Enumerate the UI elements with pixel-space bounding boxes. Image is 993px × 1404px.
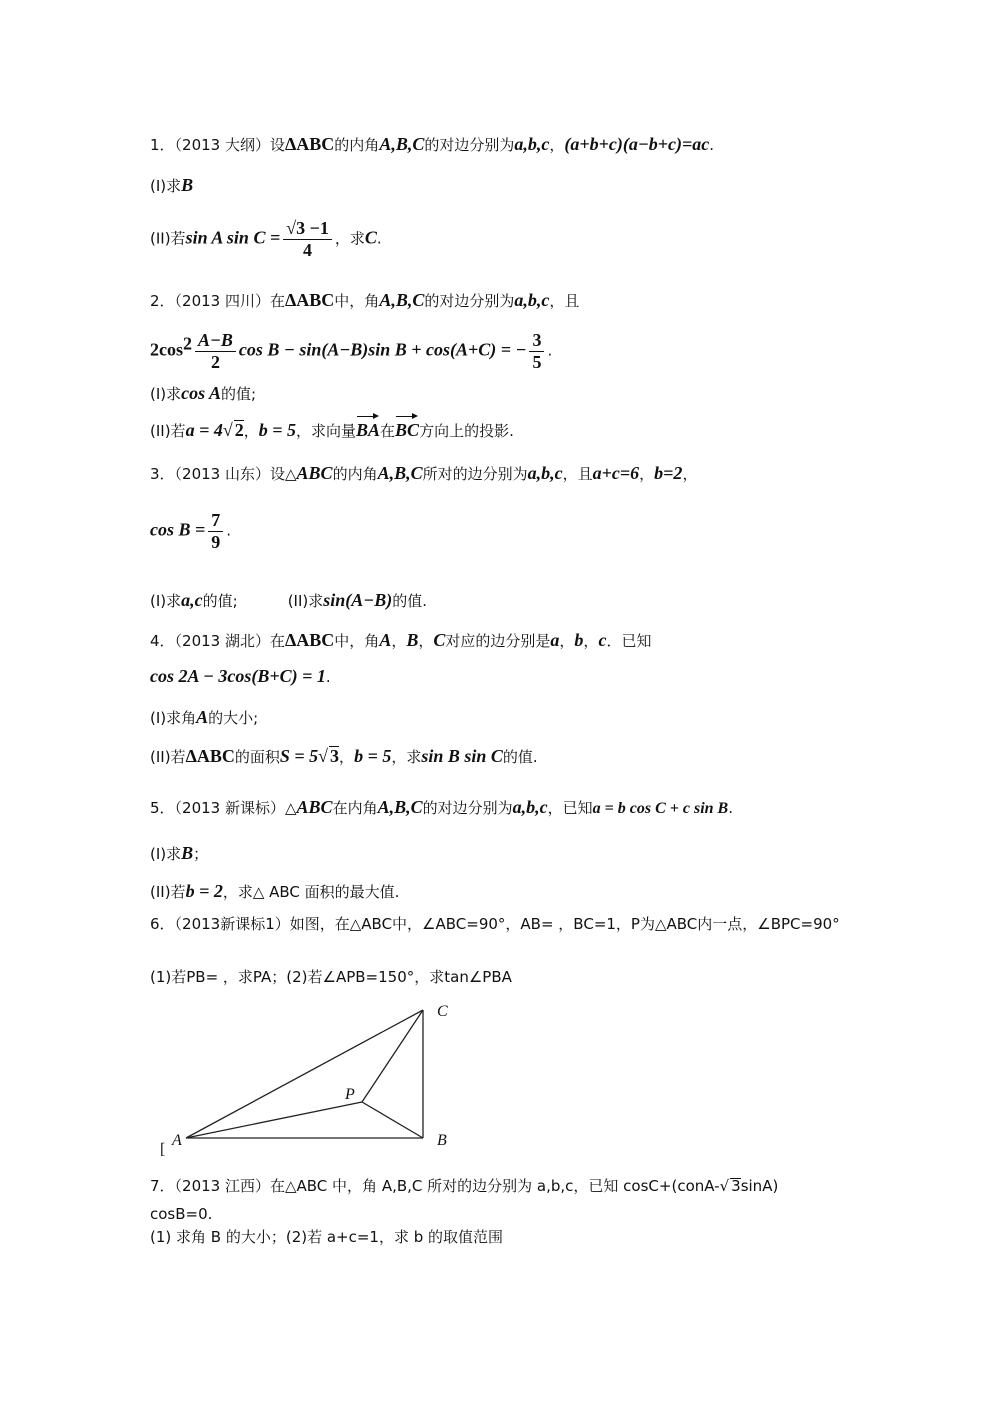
problem-3-questions: (Ⅰ)求a,c的值; (II)求sin(A−B)的值.: [150, 590, 427, 610]
problem-5-question-2: (II)若b = 2，求△ ABC 面积的最大值.: [150, 881, 400, 901]
problem-6-questions: (1)若PB= ，求PA；(2)若∠APB=150°，求tan∠PBA: [150, 968, 512, 986]
problem-4-statement: 4．（2013 湖北）在ΔABC中，角A，B，C对应的边分别是a，b，c．已知: [150, 630, 652, 650]
problem-3-cos-value: cos B = $\frac{7}{9}$ .: [150, 510, 232, 552]
problem-2-statement: 2．（2013 四川）在ΔABC中，角A,B,C的对边分别为a,b,c，且: [150, 290, 580, 310]
problem-6-statement: 6．（2013新课标1）如图，在△ABC中，∠ABC=90°，AB= ，BC=1，P为△ABC内一点，∠BPC=90°: [150, 915, 840, 933]
fraction: $\frac{3}{5}$: [529, 330, 544, 372]
problem-4-question-1: (I)求角A的大小;: [150, 707, 259, 727]
fraction: $\frac{7}{9}$: [208, 510, 223, 552]
problem-1-question-2: (II)若sin A sin C = $\frac{√3 -1}{4}$ ，求C.: [150, 218, 382, 260]
label-b: B: [437, 1132, 447, 1149]
bracket-mark: [: [160, 1141, 166, 1158]
math-triangle: ΔABC: [285, 134, 335, 154]
problem-4-equation: cos 2A − 3cos(B+C) = 1.: [150, 666, 331, 686]
fraction: $\frac{A-B}{2}$: [195, 330, 236, 372]
problem-4-question-2: (II)若ΔABC的面积S = 5√ 3，b = 5，求sin B sin C的值.: [150, 746, 538, 766]
fraction: $\frac{√3 -1}{4}$: [283, 218, 332, 260]
label-a: A: [172, 1132, 182, 1149]
label-p: P: [345, 1086, 355, 1103]
problem-1-statement: 1．（2013 大纲）设ΔABC的内角A,B,C的对边分别为a,b,c，(a+b+c)(a−b+c)=ac.: [150, 134, 715, 154]
problem-2-question-1: (Ⅰ)求cos A的值;: [150, 383, 257, 403]
problem-7-line-2: cosB=0.: [150, 1205, 213, 1223]
problem-7-questions: (1) 求角 B 的大小；(2)若 a+c=1，求 b 的取值范围: [150, 1228, 504, 1246]
edge-ac: [186, 1010, 423, 1138]
vector-ba: BA: [356, 414, 380, 442]
label-c: C: [437, 1003, 448, 1020]
problem-2-question-2: (II)若a = 4√ 2，b = 5，求向量BA在BC方向上的投影.: [150, 414, 514, 442]
math-condition: (a+b+c)(a−b+c)=ac: [564, 134, 710, 154]
problem-5-statement: 5．（2013 新课标）△ABC在内角A,B,C的对边分别为a,b,c，已知a = b cos C + c sin B.: [150, 797, 733, 817]
math-angles: A,B,C: [379, 134, 425, 154]
problem-5-question-1: (Ⅰ)求B；: [150, 843, 209, 863]
vector-bc: BC: [395, 414, 419, 442]
triangle-figure: [140, 995, 470, 1165]
segment-pa: [186, 1102, 362, 1138]
problem-7-statement: 7．（2013 江西）在△ABC 中，角 A,B,C 所对的边分别为 a,b,c，已知 cosC+(conA-√ 3sinA): [150, 1177, 779, 1195]
problem-2-equation: $2\cos^2$ $\frac{A-B}{2}$ cos B − sin(A−B)sin B + cos(A+C) = − $\frac{3}{5}$ .: [150, 330, 553, 372]
segment-pc: [362, 1010, 423, 1102]
problem-3-statement: 3．（2013 山东）设△ABC的内角A,B,C所对的边分别为a,b,c，且a+c=6，b=2，: [150, 463, 698, 483]
segment-pb: [362, 1102, 423, 1138]
math-sides: a,b,c: [514, 134, 550, 154]
problem-1-question-1: (I)求B: [150, 175, 194, 195]
